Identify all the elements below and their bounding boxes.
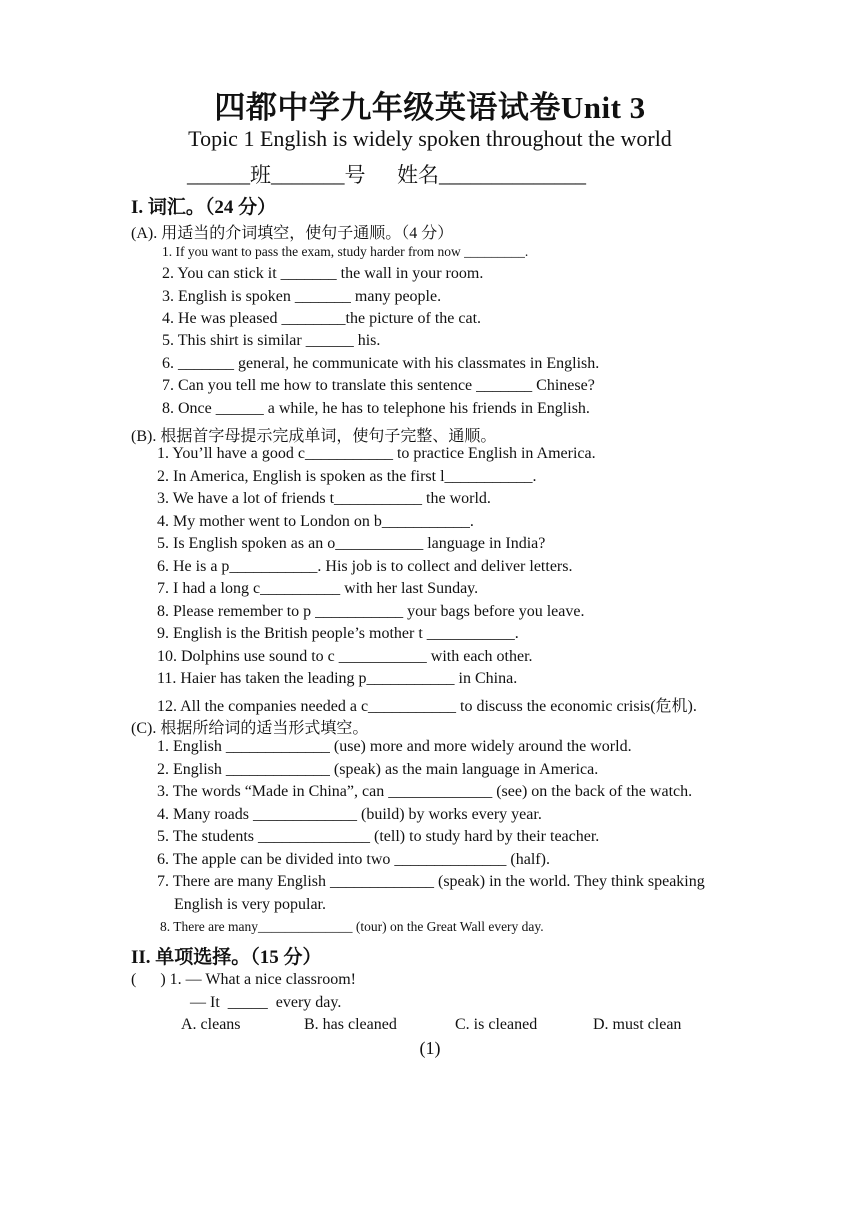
part-b-item: 7. I had a long c__________ with her last Sunday. (157, 580, 479, 597)
option-c: C. is cleaned (455, 1016, 538, 1033)
page-subtitle: Topic 1 English is widely spoken throughout the world (188, 126, 672, 151)
section-1-heading: I. 词汇。（24 分） (131, 197, 277, 218)
part-b-item: 2. In America, English is spoken as the first l___________. (157, 468, 537, 485)
part-b-item: 8. Please remember to p ___________ your bags before you leave. (157, 603, 585, 620)
part-b-instruction: (B). 根据首字母提示完成单词，使句子完整、通顺。 (131, 428, 497, 445)
part-a-item: 5. This shirt is similar ______ his. (162, 332, 381, 349)
part-c-item: 4. Many roads _____________ (build) by works every year. (157, 806, 542, 823)
part-b-item: 1. You’ll have a good c___________ to practice English in America. (157, 445, 596, 462)
page-title: 四都中学九年级英语试卷Unit 3 (214, 90, 646, 125)
part-a-instruction: (A). 用适当的介词填空，使句子通顺。（4 分） (131, 225, 454, 242)
part-a-item: 7. Can you tell me how to translate this sentence _______ Chinese? (162, 377, 595, 394)
part-c-item: 2. English _____________ (speak) as the main language in America. (157, 761, 599, 778)
part-c-item: 1. English _____________ (use) more and more widely around the world. (157, 738, 632, 755)
part-b-item: 10. Dolphins use sound to c ___________ with each other. (157, 648, 533, 665)
page-number: (1) (419, 1038, 441, 1058)
student-info-line: ______班_______号 姓名______________ (187, 163, 586, 187)
part-b-item: 4. My mother went to London on b___________. (157, 513, 474, 530)
option-b: B. has cleaned (304, 1016, 397, 1033)
part-a-item: 1. If you want to pass the exam, study harder from now _________. (162, 244, 529, 259)
part-b-item: 6. He is a p___________. His job is to collect and deliver letters. (157, 558, 573, 575)
part-a-item: 3. English is spoken _______ many people. (162, 288, 442, 305)
part-a-item: 2. You can stick it _______ the wall in your room. (162, 265, 484, 282)
part-b-item: 5. Is English spoken as an o___________ language in India? (157, 535, 546, 552)
part-b-item: 11. Haier has taken the leading p___________ in China. (157, 670, 518, 687)
question-1-line-1: ( ) 1. — What a nice classroom! (131, 971, 356, 988)
part-c-item-continued: English is very popular. (174, 896, 326, 913)
part-a-item: 4. He was pleased ________the picture of the cat. (162, 310, 482, 327)
part-c-item: 6. The apple can be divided into two ______________ (half). (157, 851, 550, 868)
section-2-heading: II. 单项选择。（15 分） (131, 947, 322, 968)
part-c-item: 5. The students ______________ (tell) to study hard by their teacher. (157, 828, 600, 845)
part-b-item: 3. We have a lot of friends t___________ the world. (157, 490, 491, 507)
part-c-item: 3. The words “Made in China”, can _____________ (see) on the back of the watch. (157, 783, 693, 800)
option-d: D. must clean (593, 1016, 682, 1033)
part-c-item: 7. There are many English _____________ (speak) in the world. They think speaking (157, 873, 705, 890)
question-1-line-2: — It _____ every day. (190, 994, 342, 1011)
part-b-item: 12. All the companies needed a c___________ to discuss the economic crisis(危机). (157, 698, 697, 715)
part-a-item: 6. _______ general, he communicate with his classmates in English. (162, 355, 600, 372)
part-c-item: 8. There are many______________ (tour) on the Great Wall every day. (160, 919, 544, 934)
part-c-instruction: (C). 根据所给词的适当形式填空。 (131, 720, 369, 737)
part-b-item: 9. English is the British people’s mother t ___________. (157, 625, 519, 642)
part-a-item: 8. Once ______ a while, he has to telephone his friends in English. (162, 400, 590, 417)
option-a: A. cleans (181, 1016, 241, 1033)
